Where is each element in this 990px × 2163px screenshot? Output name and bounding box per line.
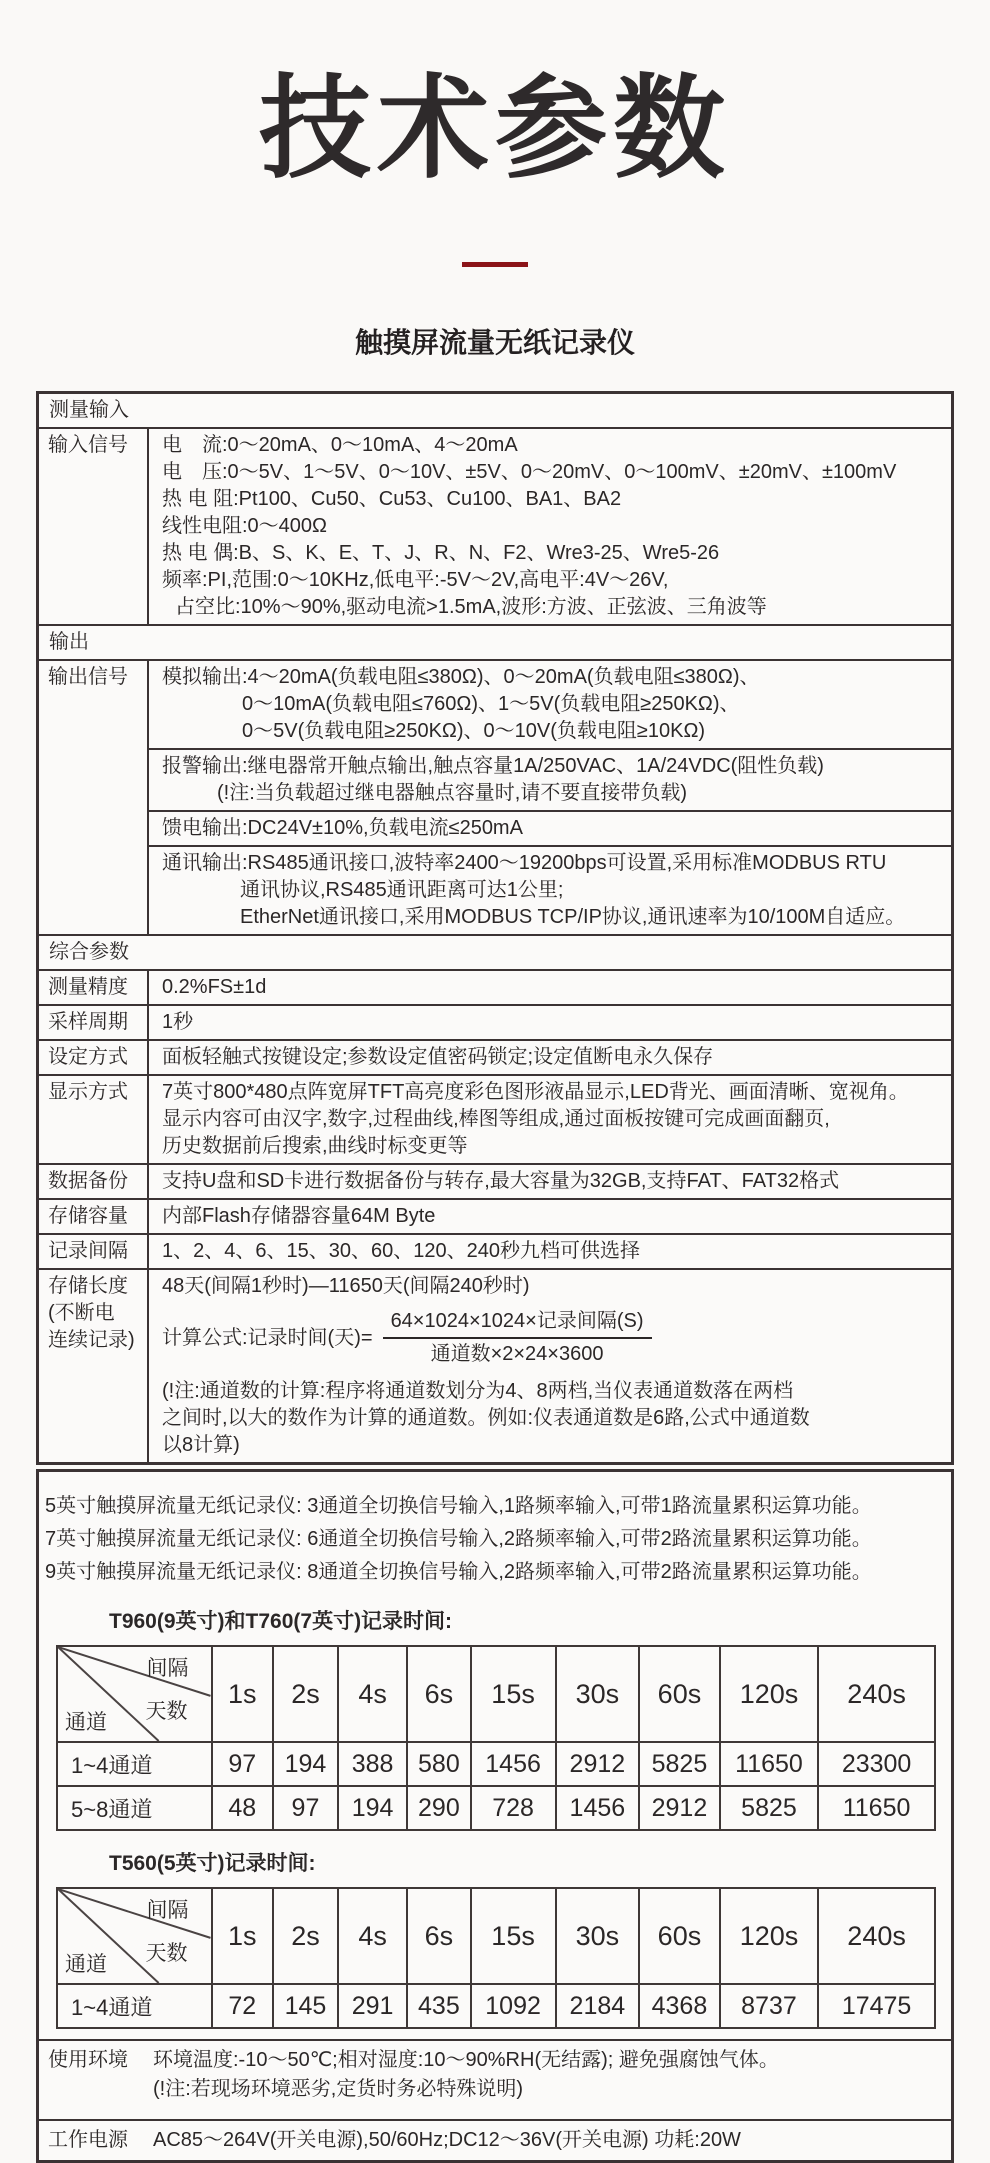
red-divider (462, 262, 528, 267)
model-line: 9英寸触摸屏流量无纸记录仪: 8通道全切换信号输入,2路频率输入,可带2路流量累积运算功能。 (45, 1561, 872, 1584)
interval-header: 60s (639, 1888, 720, 1984)
spec-line: 热 电 阻:Pt100、Cu50、Cu53、Cu100、BA1、BA2 (162, 488, 622, 511)
row-value: 1秒 (162, 1011, 194, 1034)
display-content (149, 1076, 951, 1163)
row-label-capacity: 存储容量 (39, 1200, 149, 1233)
spec-line: 电 压:0～5V、1～5V、0～10V、±5V、0～20mV、0～100mV、±20mV、±100mV (162, 461, 897, 484)
model-line: 5英寸触摸屏流量无纸记录仪: 3通道全切换信号输入,1路频率输入,可带1路流量累积运算功能。 (45, 1495, 872, 1518)
t960-t760-record-table (56, 1645, 936, 1831)
spec-line: 0～10mA(负载电阻≤760Ω)、1～5V(负载电阻≥250KΩ)、 (242, 693, 740, 716)
row-value: 面板轻触式按键设定;参数设定值密码锁定;设定值断电永久保存 (162, 1046, 714, 1069)
alarm-output-block (149, 750, 951, 812)
corner-days-label: 天数 (145, 1942, 188, 1966)
days-cell: 97 (273, 1786, 338, 1830)
interval-header: 2s (273, 1646, 338, 1742)
formula-numerator: 64×1024×1024×记录间隔(S) (383, 1308, 652, 1339)
section-header-output: 输出 (39, 626, 951, 661)
storage-note-line: 以8计算) (162, 1434, 240, 1457)
interval-header: 30s (556, 1646, 639, 1742)
spec-line: 7英寸800*480点阵宽屏TFT高亮度彩色图形液晶显示,LED背光、画面清晰、宽视角。 (162, 1081, 909, 1104)
days-cell: 4368 (639, 1984, 720, 2028)
days-cell: 72 (212, 1984, 273, 2028)
days-cell: 8737 (720, 1984, 818, 2028)
formula-denominator: 通道数×2×24×3600 (430, 1343, 604, 1366)
feed-output-block (149, 812, 951, 847)
diagonal-corner-cell (57, 1888, 212, 1984)
row-environment (39, 2039, 951, 2109)
spec-line: 馈电输出:DC24V±10%,负载电流≤250mA (162, 817, 523, 840)
days-cell: 97 (212, 1742, 273, 1786)
row-label-accuracy: 测量精度 (39, 971, 149, 1004)
header-row (57, 1646, 935, 1742)
formula-prefix: 计算公式:记录时间(天)= (162, 1326, 373, 1349)
interval-header: 120s (720, 1646, 818, 1742)
spec-line: 报警输出:继电器常开触点输出,触点容量1A/250VAC、1A/24VDC(阻性负载) (162, 755, 824, 778)
days-cell: 728 (471, 1786, 556, 1830)
corner-interval-label: 间隔 (146, 1899, 189, 1923)
power-content (149, 2126, 951, 2155)
formula-fraction (383, 1308, 652, 1368)
table-row (57, 1786, 935, 1830)
model-line: 7英寸触摸屏流量无纸记录仪: 6通道全切换信号输入,2路频率输入,可带2路流量累积运算功能。 (45, 1528, 872, 1551)
spec-line: 电 流:0～20mA、0～10mA、4～20mA (162, 434, 518, 457)
days-cell: 2912 (556, 1742, 639, 1786)
interval-header: 120s (720, 1888, 818, 1984)
days-cell: 48 (212, 1786, 273, 1830)
row-interval (39, 1235, 951, 1270)
row-capacity (39, 1200, 951, 1235)
interval-header: 240s (818, 1888, 935, 1984)
row-value: 1、2、4、6、15、30、60、120、240秒九档可供选择 (162, 1240, 640, 1263)
spec-line: 模拟输出:4～20mA(负载电阻≤380Ω)、0～20mA(负载电阻≤380Ω)、 (162, 666, 760, 689)
interval-header: 4s (338, 1888, 407, 1984)
row-value: 0.2%FS±1d (162, 976, 267, 999)
environment-content (149, 2046, 951, 2104)
row-label-interval: 记录间隔 (39, 1235, 149, 1268)
row-value: 内部Flash存储器容量64M Byte (162, 1205, 436, 1228)
row-output-signal (39, 661, 951, 936)
row-label-setting: 设定方式 (39, 1041, 149, 1074)
row-label-backup: 数据备份 (39, 1165, 149, 1198)
channel-label: 1~4通道 (57, 1984, 212, 2028)
days-cell: 1092 (471, 1984, 556, 2028)
section-header-general: 综合参数 (39, 936, 951, 971)
record-time-formula (162, 1308, 951, 1368)
spec-line: 频率:PI,范围:0～10KHz,低电平:-5V～2V,高电平:4V～26V, (162, 569, 669, 592)
output-signal-content (149, 661, 951, 934)
row-power (39, 2119, 951, 2160)
corner-channel-label: 通道 (65, 1953, 107, 1977)
label-line: (不断电 (48, 1302, 115, 1325)
row-sampling (39, 1006, 951, 1041)
days-cell: 290 (407, 1786, 470, 1830)
spec-line: 通讯协议,RS485通讯距离可达1公里; (240, 879, 564, 902)
label-line: 连续记录) (48, 1329, 135, 1352)
section-header-measure-input: 测量输入 (39, 394, 951, 429)
t560-record-table (56, 1887, 936, 2029)
header-row (57, 1888, 935, 1984)
interval-header: 1s (212, 1646, 273, 1742)
t560-table-title: T560(5英寸)记录时间: (109, 1852, 316, 1876)
interval-header: 6s (407, 1888, 470, 1984)
row-storage-length (39, 1270, 951, 1462)
interval-header: 60s (639, 1646, 720, 1742)
corner-interval-label: 间隔 (146, 1657, 189, 1681)
days-cell: 11650 (720, 1742, 818, 1786)
interval-header: 240s (818, 1646, 935, 1742)
table-row (57, 1742, 935, 1786)
channel-label: 5~8通道 (57, 1786, 212, 1830)
row-label-sampling: 采样周期 (39, 1006, 149, 1039)
interval-header: 6s (407, 1646, 470, 1742)
spec-line: 显示内容可由汉字,数字,过程曲线,棒图等组成,通过面板按键可完成画面翻页, (162, 1108, 830, 1131)
spec-line: 环境温度:-10～50℃;相对湿度:10～90%RH(无结露); 避免强腐蚀气体。 (153, 2049, 779, 2072)
spec-line: 通讯输出:RS485通讯接口,波特率2400～19200bps可设置,采用标准MODBUS RTU (162, 852, 887, 875)
spec-line: 占空比:10%～90%,驱动电流>1.5mA,波形:方波、正弦波、三角波等 (175, 596, 767, 619)
days-cell: 1456 (556, 1786, 639, 1830)
spec-line: AC85～264V(开关电源),50/60Hz;DC12～36V(开关电源) 功耗:20W (153, 2129, 741, 2152)
spec-line: (!注:若现场环境恶劣,定货时务必特殊说明) (153, 2078, 523, 2101)
days-cell: 5825 (720, 1786, 818, 1830)
days-cell: 2184 (556, 1984, 639, 2028)
days-cell: 145 (273, 1984, 338, 2028)
comm-output-block (149, 847, 951, 934)
input-signal-content (149, 429, 951, 624)
spec-line: EtherNet通讯接口,采用MODBUS TCP/IP协议,通讯速率为10/100M自适应。 (240, 906, 906, 929)
row-input-signal (39, 429, 951, 626)
spec-line: 热 电 偶:B、S、K、E、T、J、R、N、F2、Wre3-25、Wre5-26 (162, 542, 720, 565)
days-cell: 435 (407, 1984, 470, 2028)
days-cell: 5825 (639, 1742, 720, 1786)
product-subtitle: 触摸屏流量无纸记录仪 (354, 327, 635, 359)
days-cell: 388 (338, 1742, 407, 1786)
row-display (39, 1076, 951, 1165)
interval-header: 1s (212, 1888, 273, 1984)
spec-line: (!注:当负载超过继电器触点容量时,请不要直接带负载) (217, 782, 687, 805)
days-cell: 1456 (471, 1742, 556, 1786)
interval-header: 30s (556, 1888, 639, 1984)
storage-note-line: (!注:通道数的计算:程序将通道数划分为4、8两档,当仪表通道数落在两档 (162, 1380, 794, 1403)
row-backup (39, 1165, 951, 1200)
row-accuracy (39, 971, 951, 1006)
row-label-storage (39, 1270, 149, 1462)
storage-note-line: 之间时,以大的数作为计算的通道数。例如:仪表通道数是6路,公式中通道数 (162, 1407, 810, 1430)
label-line: 存储长度 (48, 1275, 128, 1298)
page-title: 技术参数 (259, 66, 731, 191)
row-label-display: 显示方式 (39, 1076, 149, 1163)
days-cell: 291 (338, 1984, 407, 2028)
t960-table-title: T960(9英寸)和T760(7英寸)记录时间: (109, 1610, 453, 1634)
analog-output-block (149, 661, 951, 750)
row-label-environment: 使用环境 (48, 2049, 128, 2072)
interval-header: 15s (471, 1888, 556, 1984)
spec-table (36, 391, 954, 1465)
days-cell: 11650 (818, 1786, 935, 1830)
models-and-record-tables (36, 1469, 954, 2163)
storage-range: 48天(间隔1秒时)—11650天(间隔240秒时) (162, 1275, 530, 1298)
row-setting (39, 1041, 951, 1076)
days-cell: 17475 (818, 1984, 935, 2028)
interval-header: 15s (471, 1646, 556, 1742)
days-cell: 194 (338, 1786, 407, 1830)
corner-days-label: 天数 (145, 1700, 188, 1724)
spec-line: 线性电阻:0～400Ω (162, 515, 327, 538)
row-label-input-signal: 输入信号 (39, 429, 149, 624)
days-cell: 2912 (639, 1786, 720, 1830)
row-label-output-signal: 输出信号 (39, 661, 149, 934)
row-label-power: 工作电源 (48, 2129, 128, 2152)
storage-content (149, 1270, 951, 1462)
days-cell: 23300 (818, 1742, 935, 1786)
days-cell: 580 (407, 1742, 470, 1786)
corner-channel-label: 通道 (65, 1711, 107, 1735)
spec-line: 0～5V(负载电阻≥250KΩ)、0～10V(负载电阻≥10KΩ) (242, 720, 706, 743)
interval-header: 4s (338, 1646, 407, 1742)
days-cell: 194 (273, 1742, 338, 1786)
diagonal-corner-cell (57, 1646, 212, 1742)
model-descriptions (39, 1472, 951, 1589)
spec-line: 历史数据前后搜索,曲线时标变更等 (162, 1135, 468, 1158)
channel-label: 1~4通道 (57, 1742, 212, 1786)
interval-header: 2s (273, 1888, 338, 1984)
row-value: 支持U盘和SD卡进行数据备份与转存,最大容量为32GB,支持FAT、FAT32格式 (162, 1170, 840, 1193)
table-row (57, 1984, 935, 2028)
